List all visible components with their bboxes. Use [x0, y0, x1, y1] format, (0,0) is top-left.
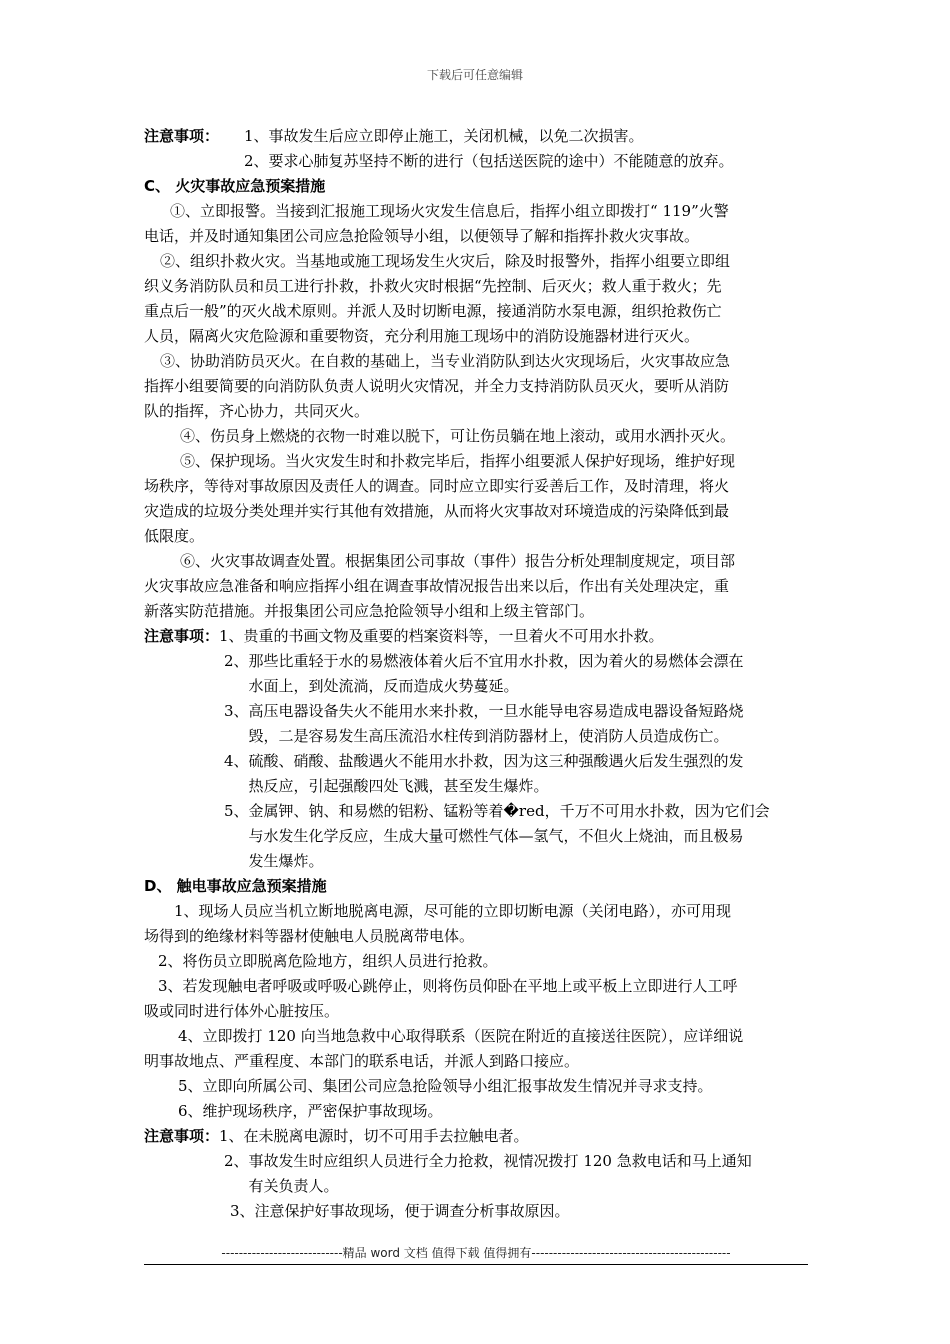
paragraph-text: 织义务消防队员和员工进行扑救，扑救火灾时根据“先控制、后灭火；救人重于救火；先 — [144, 277, 722, 295]
note-number: 3、 — [224, 702, 249, 720]
circled-number: ① — [170, 202, 186, 220]
paragraph-text: 明事故地点、严重程度、本部门的联系电话，并派人到路口接应。 — [144, 1052, 580, 1070]
note-item: 3、注意保护好事故现场，便于调查分析事故原因。 — [230, 1202, 570, 1220]
paragraph-text: 电话，并及时通知集团公司应急抢险领导小组，以便领导了解和指挥扑救火灾事故。 — [144, 227, 700, 245]
paragraph-text: 场秩序，等待对事故原因及责任人的调查。同时应立即实行妥善后工作，及时清理，将火 — [144, 477, 730, 495]
paragraph-d3 — [144, 974, 808, 1024]
paragraph-c6 — [144, 549, 808, 624]
paragraph-text: 、伤员身上燃烧的衣物一时难以脱下，可让伤员躺在地上滚动，或用水洒扑灭火。 — [195, 427, 736, 445]
paragraph-text: 5、立即向所属公司、集团公司应急抢险领导小组汇报事故发生情况并寻求支持。 — [178, 1077, 713, 1095]
note-item — [144, 749, 808, 799]
page-footer: ----------------------------精品 word 文档 值得下载 值得拥有---------------------------------------------- — [221, 1246, 731, 1260]
paragraph-text: 4、立即拨打 120 向当地急救中心取得联系（医院在附近的直接送往医院），应详细说 — [178, 1027, 744, 1045]
paragraph-text: 1、现场人员应当机立断地脱离电源，尽可能的立即切断电源（关闭电路），亦可用现 — [174, 902, 732, 920]
paragraph-text: 、火灾事故调查处置。根据集团公司事故（事件）报告分析处理制度规定，项目部 — [195, 552, 736, 570]
circled-number: ⑥ — [180, 552, 196, 570]
circled-number: ② — [160, 252, 176, 270]
paragraph-text: 3、若发现触电者呼吸或呼吸心跳停止，则将伤员仰卧在平地上或平板上立即进行人工呼 — [158, 977, 738, 995]
note-text: 与水发生化学反应，生成大量可燃性气体—氢气，不但火上烧油，而且极易 — [248, 827, 744, 845]
paragraph-text: 指挥小组要简要的向消防队负责人说明火灾情况，并全力支持消防队员灭火，要听从消防 — [144, 377, 730, 395]
paragraph-text: 灾造成的垃圾分类处理并实行其他有效措施，从而将火灾事故对环境造成的污染降低到最 — [144, 502, 730, 520]
paragraph-text: 、协助消防员灭火。在自救的基础上，当专业消防队到达火灾现场后，火灾事故应急 — [175, 352, 731, 370]
section-heading-c: C、 火灾事故应急预案措施 — [144, 177, 326, 195]
note-item — [144, 1149, 808, 1199]
paragraph-d1 — [144, 899, 808, 949]
document-body — [144, 124, 808, 1224]
circled-number: ③ — [160, 352, 176, 370]
note-item: 1、事故发生后应立即停止施工，关闭机械，以免二次损害。 — [244, 127, 644, 145]
note-text: 水面上，到处流淌，反而造成火势蔓延。 — [248, 677, 519, 695]
note-block-2 — [144, 624, 808, 649]
note-item — [144, 699, 808, 749]
paragraph-text: 人员，隔离火灾危险源和重要物资，充分利用施工现场中的消防设施器材进行灭火。 — [144, 327, 700, 345]
paragraph-text: 2、将伤员立即脱离危险地方，组织人员进行抢救。 — [158, 952, 498, 970]
note-text: 硫酸、硝酸、盐酸遇火不能用水扑救，因为这三种强酸遇火后发生强烈的发 — [248, 752, 744, 770]
paragraph-d4 — [144, 1024, 808, 1074]
note-text: 那些比重轻于水的易燃液体着火后不宜用水扑救，因为着火的易燃体会漂在 — [248, 652, 744, 670]
note-label: 注意事项： — [144, 627, 220, 645]
note-label: 注意事项： — [144, 1127, 220, 1145]
paragraph-text: 队的指挥，齐心协力，共同灭火。 — [144, 402, 370, 420]
note-text: 事故发生时应组织人员进行全力抢救，视情况拨打 120 急救电话和马上通知 — [248, 1152, 752, 1170]
page-header: 下载后可任意编辑 — [426, 68, 523, 82]
note-item — [144, 649, 808, 699]
note-item: 1、在未脱离电源时，切不可用手去拉触电者。 — [219, 1127, 529, 1145]
paragraph-text: 场得到的绝缘材料等器材使触电人员脱离带电体。 — [144, 927, 475, 945]
paragraph-d2 — [144, 949, 808, 974]
paragraph-text: 吸或同时进行体外心脏按压。 — [144, 1002, 340, 1020]
note-item — [144, 799, 808, 874]
paragraph-text: 、组织扑救火灾。当基地或施工现场发生火灾后，除及时报警外，指挥小组要立即组 — [175, 252, 731, 270]
paragraph-c1 — [144, 199, 808, 249]
note-number: 5、 — [224, 802, 249, 820]
paragraph-text: 低限度。 — [144, 527, 205, 545]
paragraph-text: 新落实防范措施。并报集团公司应急抢险领导小组和上级主管部门。 — [144, 602, 595, 620]
paragraph-text: 火灾事故应急准备和响应指挥小组在调查事故情况报告出来以后，作出有关处理决定，重 — [144, 577, 730, 595]
paragraph-c4 — [144, 424, 808, 449]
note-text: 金属钾、钠、和易燃的铝粉、锰粉等着�red，千万不可用水扑救，因为它们会 — [248, 802, 770, 820]
paragraph-text: 、保护现场。当火灾发生时和扑救完毕后，指挥小组要派人保护好现场，维护好现 — [195, 452, 736, 470]
note-label: 注意事项： — [144, 127, 220, 145]
note-item: 1、贵重的书画文物及重要的档案资料等，一旦着火不可用水扑救。 — [219, 627, 664, 645]
paragraph-d6 — [144, 1099, 808, 1124]
note-number: 4、 — [224, 752, 249, 770]
section-heading-d: D、 触电事故应急预案措施 — [144, 877, 327, 895]
note-text: 发生爆炸。 — [248, 852, 324, 870]
paragraph-c5 — [144, 449, 808, 549]
note-text: 高压电器设备失火不能用水来扑救，一旦水能导电容易造成电器设备短路烧 — [248, 702, 744, 720]
paragraph-d5 — [144, 1074, 808, 1099]
note-item: 2、要求心肺复苏坚持不断的进行（包括送医院的途中）不能随意的放弃。 — [244, 152, 734, 170]
note-block-3 — [144, 1124, 808, 1149]
paragraph-c2 — [144, 249, 808, 349]
note-text: 毁，二是容易发生高压流沿水柱传到消防器材上，使消防人员造成伤亡。 — [248, 727, 729, 745]
circled-number: ⑤ — [180, 452, 196, 470]
note-text: 热反应，引起强酸四处飞溅，甚至发生爆炸。 — [248, 777, 549, 795]
circled-number: ④ — [180, 427, 196, 445]
note-text: 有关负责人。 — [248, 1177, 339, 1195]
paragraph-c3 — [144, 349, 808, 424]
paragraph-text: 、立即报警。当接到汇报施工现场火灾发生信息后，指挥小组立即拨打“ 119”火警 — [185, 202, 729, 220]
note-number: 2、 — [224, 1152, 249, 1170]
note-block-1 — [144, 124, 808, 174]
footer-rule — [144, 1264, 808, 1265]
note-number: 2、 — [224, 652, 249, 670]
paragraph-text: 6、维护现场秩序，严密保护事故现场。 — [178, 1102, 443, 1120]
paragraph-text: 重点后一般”的灭火战术原则。并派人及时切断电源，接通消防水泵电源，组织抢救伤亡 — [144, 302, 722, 320]
